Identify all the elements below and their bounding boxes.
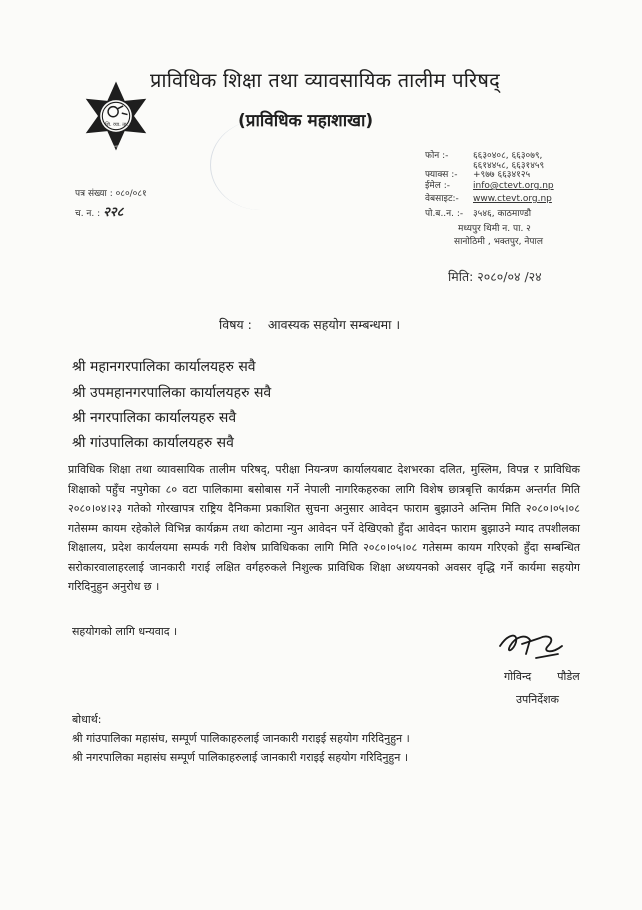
recipient-4: श्री गांउपालिका कार्यालयहरु सवै <box>72 435 234 451</box>
fax-label: फ्याक्स :- <box>425 170 458 180</box>
patra-value: ०८०/०८१ <box>115 189 147 199</box>
recipient-1: श्री महानगरपालिका कार्यालयहरु सवै <box>72 359 256 375</box>
signatory-last-name: पौडेल <box>557 670 580 683</box>
fax-value: +९७७ ६६३४१२५ <box>473 170 531 180</box>
signatory-position: उपनिर्देशक <box>516 693 559 706</box>
handwritten-signature <box>496 624 568 664</box>
contact-website <box>425 195 552 204</box>
contact-phone <box>425 152 542 161</box>
phone-label: फोन :- <box>425 151 449 161</box>
po-value: ३५४६, काठमाण्डौ <box>473 209 532 219</box>
po-label: पो.ब..न. :- <box>425 209 464 219</box>
org-title: प्राविधिक शिक्षा तथा व्यावसायिक तालीम परिषद् <box>150 68 500 92</box>
cc-line-2: श्री नगरपालिका महासंघ सम्पूर्ण पालिकाहरुलाई जानकारी गराइई सहयोग गरिदिनुहुन । <box>72 751 409 764</box>
subject-value: आवस्यक सहयोग सम्बन्धमा । <box>267 317 401 332</box>
thanks-line: सहयोगको लागि धन्यवाद । <box>72 625 178 638</box>
cc-line-1: श्री गांउपालिका महासंघ, सम्पूर्ण पालिकाहरुलाई जानकारी गराइई सहयोग गरिदिनुहुन । <box>72 732 410 745</box>
logo-text: ता. शि. व्या. ता. प. <box>97 122 135 129</box>
cc-heading: बोधार्थ: <box>72 713 102 726</box>
letter-body: प्राविधिक शिक्षा तथा व्यावसायिक तालीम परिषद्, परीक्षा नियन्त्रण कार्यालयबाट देशभरका दलित, मुस्लिम, विपन्न र प्राविधिक शिक्षाको पहुँच नपुगेका ८० वटा पालिकामा बसोबास गर्ने नेपाली नागरिकहरुका लागि विशेष छात्रबृत्ति कार्यक्रम अन्तर्गत मिति २०८०।०४।२३ गतेको गोरखापत्र राष्ट्रिय दैनिकमा प्रकाशित सुचना अनुसार आवेदन फाराम बुझाउने अन्तिम मिति २०८०।०५।०८ गतेसम्म कायम रहेकोले विभिन्न कार्यक्रम तथा कोटामा न्युन आवेदन पर्ने देखिएको हुँदा आवेदन फाराम बुझाउने म्याद तपशीलका शिक्षालय, प्रदेश कार्यलयमा सम्पर्क गरी विशेष प्राविधिकका लागि मिति २०८०।०५।०८ गतेसम्म कायम गरिएको हुँदा सम्बन्धित सरोकारवालाहरलाई जानकारी गराई लक्षित वर्गहरुकले निशुल्क प्राविधिक शिक्षा अध्ययनको अवसर वृद्धि गर्ने कार्यमा सहयोग गरिदिनुहुन अनुरोध छ । <box>68 463 580 593</box>
ctevt-emblem-logo <box>80 80 152 152</box>
chalani-number <box>75 202 123 220</box>
org-subtitle: (प्राविधिक महाशाखा) <box>238 111 374 131</box>
recipient-3: श्री नगरपालिका कार्यालयहरु सवै <box>72 410 237 426</box>
contact-email <box>425 182 554 191</box>
website-link[interactable]: www.ctevt.org.np <box>473 194 552 204</box>
contact-po <box>425 210 531 219</box>
chalani-value: २२८ <box>103 205 124 220</box>
subject-line <box>219 316 400 333</box>
patra-label: पत्र संख्या : <box>75 189 113 199</box>
letter-date: मिति: २०८०/०४ /२४ <box>448 269 542 284</box>
email-label: ईमेल :- <box>425 181 451 191</box>
subject-label: विषय : <box>219 317 252 332</box>
contact-fax <box>425 171 530 180</box>
address-line1: मध्यपुर थिमी न. पा. २ <box>458 224 531 234</box>
chalani-label: च. न. : <box>75 209 101 219</box>
email-link[interactable]: info@ctevt.org.np <box>473 181 554 191</box>
website-label: वेबसाइट:- <box>425 194 459 204</box>
recipient-2: श्री उपमहानगरपालिका कार्यालयहरु सवै <box>72 385 272 401</box>
patra-sankhya <box>75 186 147 199</box>
signatory-first-name: गोविन्द <box>504 670 532 683</box>
phone-line1: ६६३०४०८, ६६३०७९, <box>473 151 543 161</box>
faint-stamp-mark <box>210 120 311 210</box>
signatory-name <box>504 669 580 684</box>
logo-year: २०४६ <box>112 144 120 149</box>
phone-line2: ६६१४४५८, ६६३१४५९ <box>473 161 545 171</box>
address-line2: सानोठिमी , भक्तपुर, नेपाल <box>454 237 543 247</box>
